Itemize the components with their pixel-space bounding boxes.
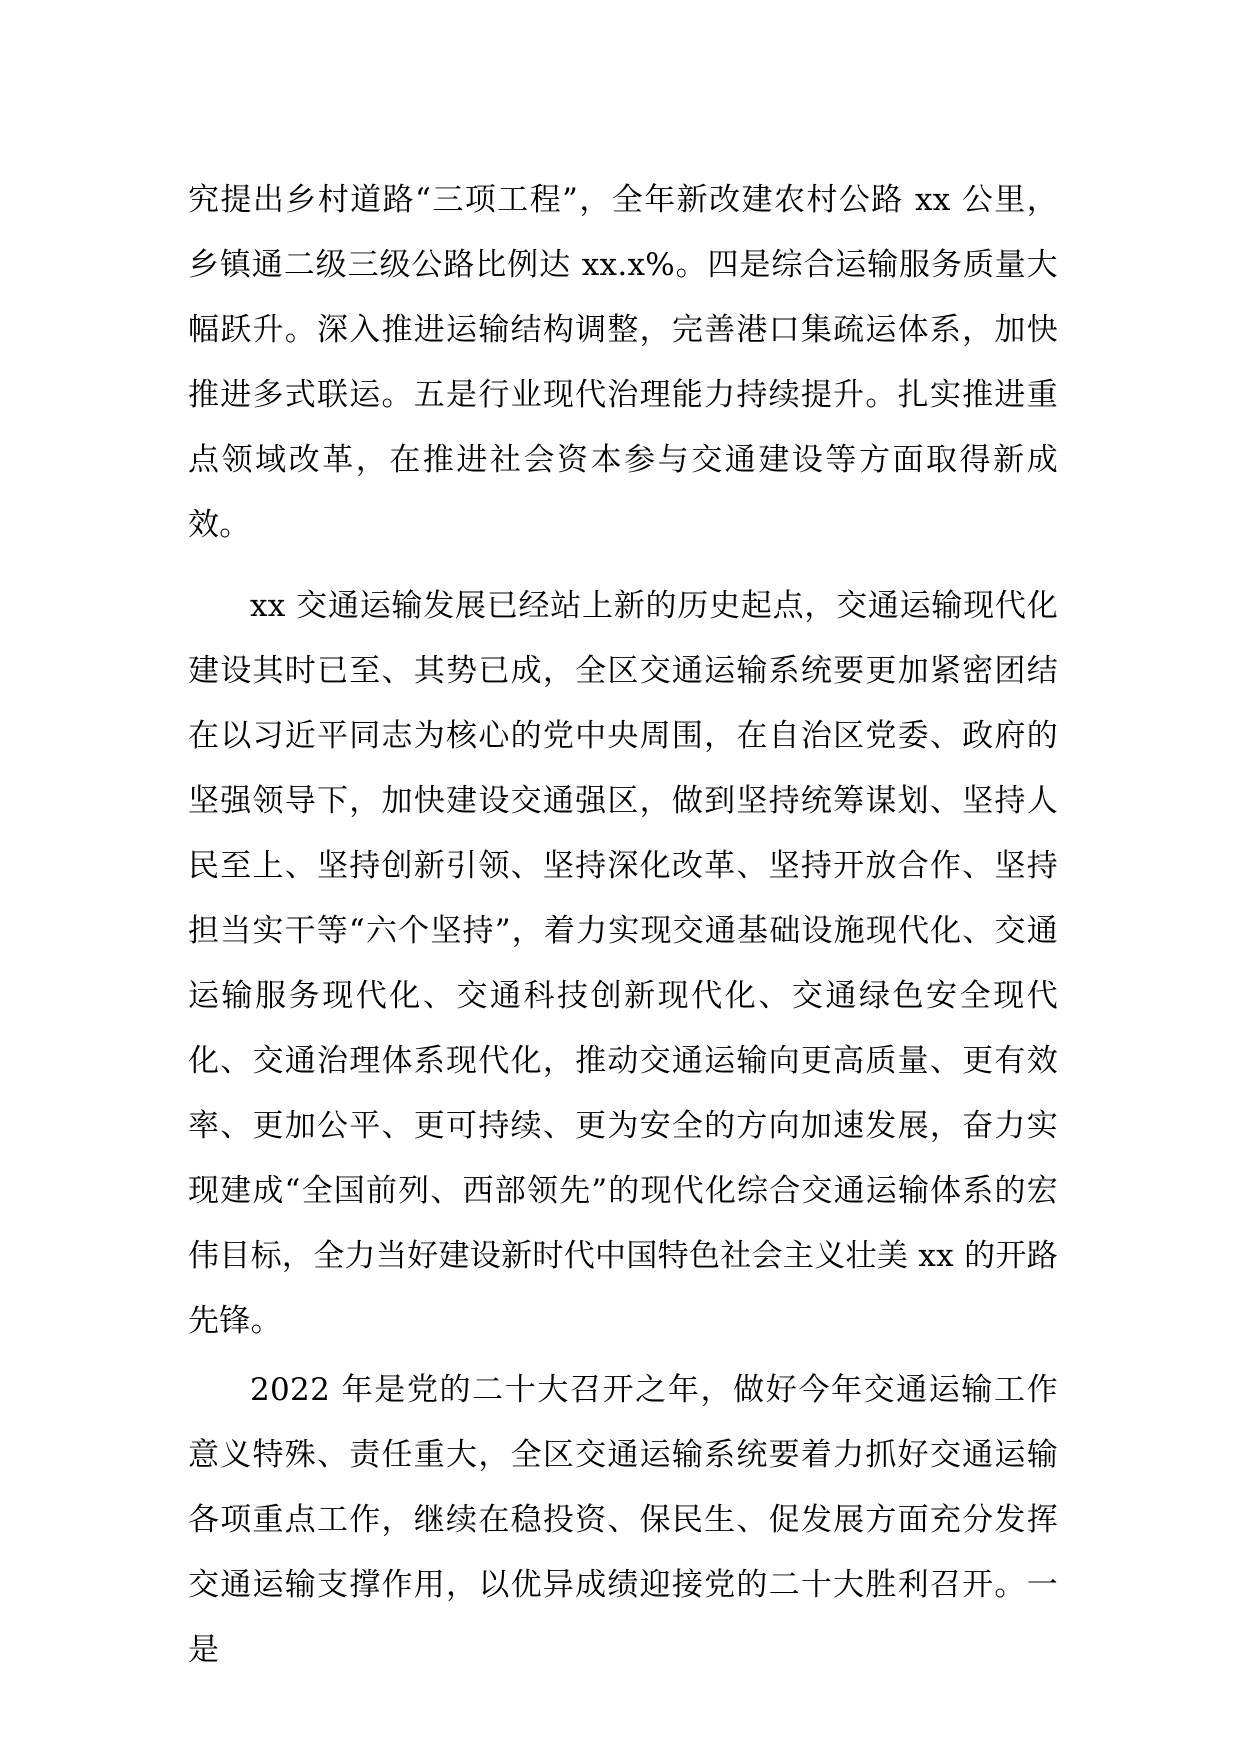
document-body <box>188 168 1058 1683</box>
paragraph-1: 究提出乡村道路“三项工程”，全年新改建农村公路 xx 公里，乡镇通二级三级公路比例达 xx.x%。四是综合运输服务质量大幅跃升。深入推进运输结构调整，完善港口集疏运体系，加快推进多式联运。五是行业现代治理能力持续提升。扎实推进重点领域改革，在推进社会资本参与交通建设等方面取得新成效。 <box>188 182 1058 543</box>
paragraph-3: 2022 年是党的二十大召开之年，做好今年交通运输工作意义特殊、责任重大，全区交通运输系统要着力抓好交通运输各项重点工作，继续在稳投资、保民生、促发展方面充分发挥交通运输支撑作用，以优异成绩迎接党的二十大胜利召开。一是 <box>188 1372 1058 1668</box>
paragraph-2: xx 交通运输发展已经站上新的历史起点，交通运输现代化建设其时已至、其势已成，全区交通运输系统要更加紧密团结在以习近平同志为核心的党中央周围，在自治区党委、政府的坚强领导下，加快建设交通强区，做到坚持统筹谋划、坚持人民至上、坚持创新引领、坚持深化改革、坚持开放合作、坚持担当实干等“六个坚持”，着力实现交通基础设施现代化、交通运输服务现代化、交通科技创新现代化、交通绿色安全现代化、交通治理体系现代化，推动交通运输向更高质量、更有效率、更加公平、更可持续、更为安全的方向加速发展，奋力实现建成“全国前列、西部领先”的现代化综合交通运输体系的宏伟目标，全力当好建设新时代中国特色社会主义壮美 xx 的开路先锋。 <box>188 588 1058 1339</box>
